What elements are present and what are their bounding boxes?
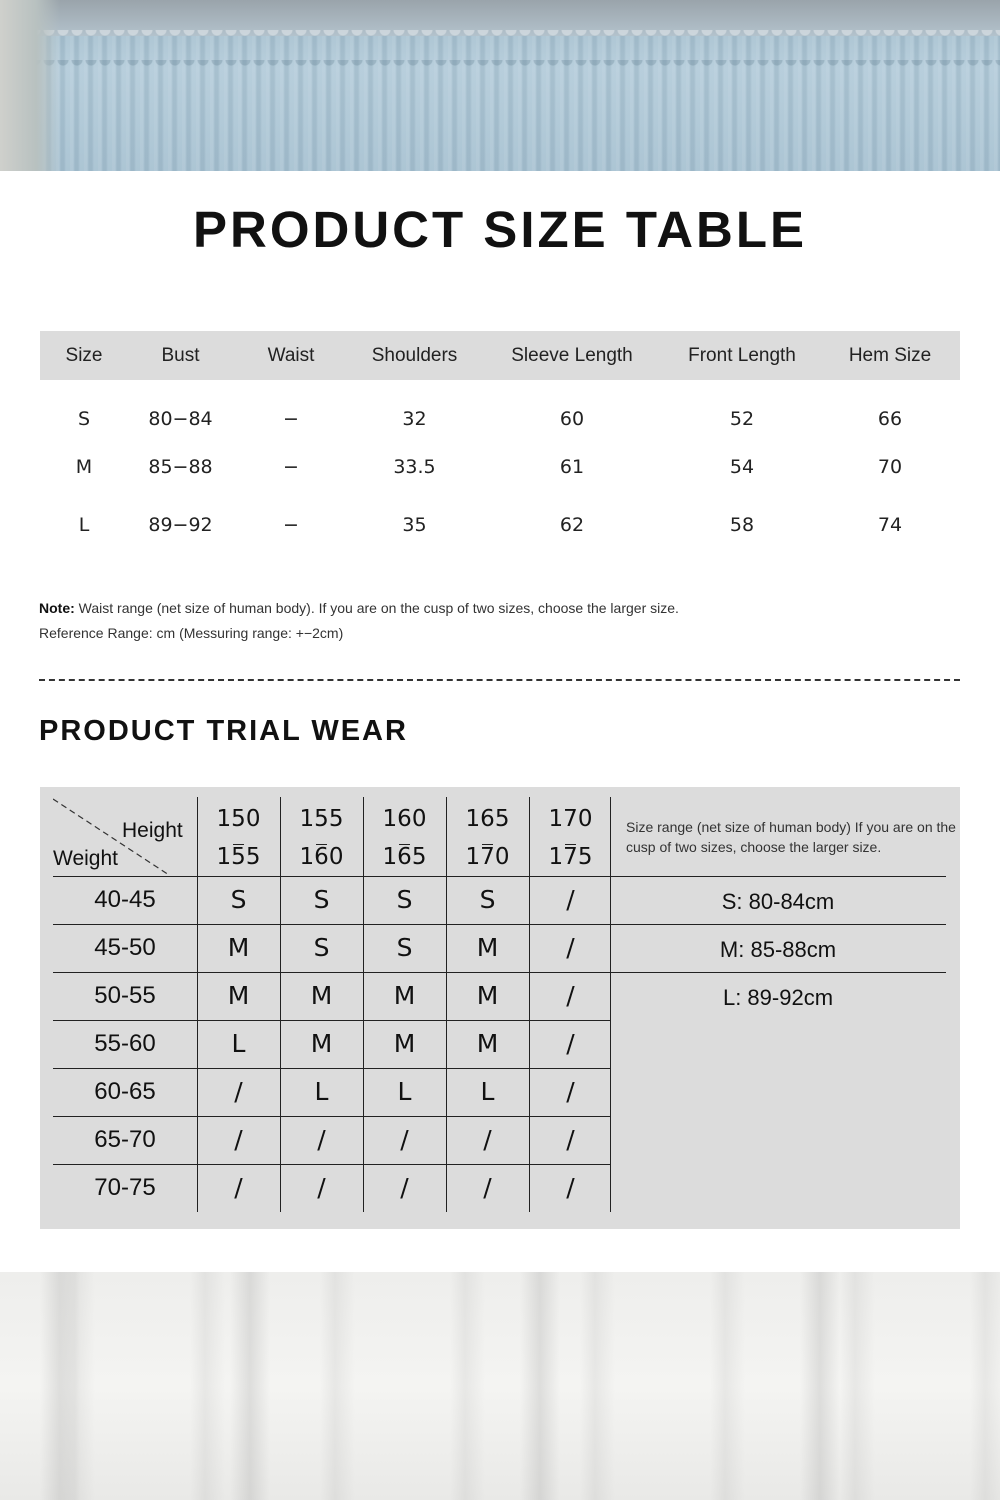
weight-range-label: 45-50 (94, 934, 156, 961)
weight-range-label: 40-45 (94, 886, 156, 913)
size-recommendation-cell: / (400, 1173, 409, 1202)
size-recommendation-cell: / (483, 1125, 492, 1154)
trial-wear-grid (53, 797, 956, 1217)
top-product-photo (0, 0, 1000, 171)
size-recommendation-cell: / (566, 1173, 575, 1202)
size-recommendation-cell: S (396, 933, 413, 962)
size-recommendation-cell: / (566, 1029, 575, 1058)
size-recommendation-cell: L (480, 1077, 495, 1106)
size-range-item: M: 85-88cm (719, 937, 837, 962)
height-range-header (529, 797, 612, 876)
size-recommendation-cell: / (234, 1077, 243, 1106)
frill-edge (0, 30, 1000, 44)
weight-range-label: 50-55 (94, 982, 156, 1009)
height-range-header (446, 797, 529, 876)
fabric-fold (40, 1272, 80, 1500)
table-cell: 60 (559, 408, 585, 430)
corner-header (53, 797, 197, 876)
size-recommendation-cell: / (566, 933, 575, 962)
size-recommendation-cell: S (396, 885, 413, 914)
size-recommendation-cell: M (310, 1029, 333, 1058)
table-cell: 54 (729, 456, 755, 478)
size-recommendation-cell: / (566, 1077, 575, 1106)
grid-line (363, 797, 364, 1212)
bottom-product-photo (0, 1272, 1000, 1500)
height-from: 170 (548, 806, 593, 832)
size-recommendation-cell: S (313, 933, 330, 962)
table-cell: M (75, 456, 93, 478)
size-recommendation-cell: S (479, 885, 496, 914)
size-recommendation-cell: M (476, 1029, 499, 1058)
grid-line (53, 924, 610, 925)
size-recommendation-cell: M (310, 981, 333, 1010)
table-cell: 80−84 (148, 408, 213, 430)
size-range-item: L: 89-92cm (722, 985, 834, 1010)
trial-wear-title: PRODUCT TRIAL WEAR (39, 715, 408, 747)
size-recommendation-cell: / (234, 1173, 243, 1202)
trial-wear-panel (40, 787, 960, 1229)
size-recommendation-cell: S (230, 885, 247, 914)
table-row (40, 496, 960, 554)
size-recommendation-cell: / (483, 1173, 492, 1202)
table-cell: 89−92 (148, 514, 213, 536)
height-range-header (197, 797, 280, 876)
height-from: 165 (465, 806, 510, 832)
grid-line (446, 797, 447, 1212)
table-cell: 61 (559, 456, 585, 478)
grid-line (280, 797, 281, 1212)
grid-line (53, 1020, 610, 1021)
column-header: Sleeve Length (511, 344, 633, 366)
height-from: 150 (216, 806, 261, 832)
grid-line (610, 797, 611, 1212)
height-from: 155 (299, 806, 344, 832)
grid-line (53, 876, 610, 877)
table-row (40, 380, 960, 438)
size-recommendation-cell: / (566, 981, 575, 1010)
page-title: PRODUCT SIZE TABLE (192, 201, 808, 258)
table-cell: 70 (877, 456, 903, 478)
size-recommendation-cell: / (317, 1173, 326, 1202)
table-cell: 33.5 (393, 456, 436, 478)
table-cell: 58 (729, 514, 755, 536)
column-header: Hem Size (848, 344, 932, 366)
height-range-header (280, 797, 363, 876)
column-header: Front Length (688, 344, 796, 366)
column-header: Shoulders (371, 344, 458, 366)
height-to: 170 (465, 844, 510, 870)
weight-range-label: 65-70 (94, 1126, 156, 1153)
height-axis-label: Height (122, 819, 183, 842)
grid-line (610, 924, 946, 925)
table-cell: 74 (877, 514, 903, 536)
size-recommendation-cell: / (317, 1125, 326, 1154)
height-to: 160 (299, 844, 344, 870)
size-recommendation-cell: / (400, 1125, 409, 1154)
weight-range-label: 60-65 (94, 1078, 156, 1105)
grid-line (53, 1116, 610, 1117)
size-recommendation-cell: / (234, 1125, 243, 1154)
height-to: 165 (382, 844, 427, 870)
fabric-fold (230, 1272, 270, 1500)
table-cell: − (283, 456, 299, 478)
column-header: Bust (161, 344, 200, 366)
table-cell: 35 (402, 514, 427, 536)
grid-line (610, 972, 946, 973)
size-recommendation-cell: M (476, 981, 499, 1010)
size-range-note: Size range (net size of human body) If you are on the cusp of two sizes, choose the larger size. (626, 819, 956, 855)
column-header: Size (65, 344, 103, 366)
note-label: Note: (39, 600, 75, 616)
size-recommendation-cell: M (393, 981, 416, 1010)
product-size-table (40, 331, 960, 554)
table-cell: S (77, 408, 91, 430)
weight-axis-label: Weight (53, 847, 118, 870)
weight-range-label: 55-60 (94, 1030, 156, 1057)
table-cell: 62 (559, 514, 585, 536)
size-recommendation-cell: / (566, 885, 575, 914)
table-cell: 85−88 (148, 456, 213, 478)
grid-line (197, 797, 198, 1212)
size-recommendation-cell: / (566, 1125, 575, 1154)
section-divider (39, 679, 960, 681)
table-cell: 32 (402, 408, 427, 430)
grid-line (53, 972, 610, 973)
table-cell: 66 (877, 408, 903, 430)
grid-line (610, 876, 946, 877)
size-recommendation-cell: L (314, 1077, 329, 1106)
size-table-header-row (40, 331, 960, 380)
size-recommendation-cell: L (231, 1029, 246, 1058)
size-range-item: S: 80-84cm (721, 889, 835, 914)
height-from: 160 (382, 806, 427, 832)
grid-line (53, 1068, 610, 1069)
table-cell: − (283, 408, 299, 430)
photo-shadow (0, 0, 60, 171)
size-recommendation-cell: M (227, 933, 250, 962)
height-to: 175 (548, 844, 593, 870)
table-cell: − (283, 514, 299, 536)
frill-edge-lower (0, 60, 1000, 74)
size-recommendation-cell: M (476, 933, 499, 962)
size-note (39, 596, 679, 646)
fabric-fold (520, 1272, 560, 1500)
size-recommendation-cell: L (397, 1077, 412, 1106)
table-cell: 52 (729, 408, 755, 430)
height-to: 155 (216, 844, 261, 870)
table-row (40, 438, 960, 496)
table-cell: L (78, 514, 90, 536)
note-line-1 (39, 596, 679, 621)
note-line-2: Reference Range: cm (Messuring range: +−2cm) (39, 625, 344, 641)
weight-range-label: 70-75 (94, 1174, 156, 1201)
grid-line (529, 797, 530, 1212)
fabric-fold (800, 1272, 840, 1500)
note-text: Waist range (net size of human body). If you are on the cusp of two sizes, choose the larger size. (78, 600, 679, 616)
size-recommendation-cell: M (227, 981, 250, 1010)
grid-line (53, 1164, 610, 1165)
size-recommendation-cell: S (313, 885, 330, 914)
height-range-header (363, 797, 446, 876)
size-recommendation-cell: M (393, 1029, 416, 1058)
column-header: Waist (267, 344, 315, 366)
